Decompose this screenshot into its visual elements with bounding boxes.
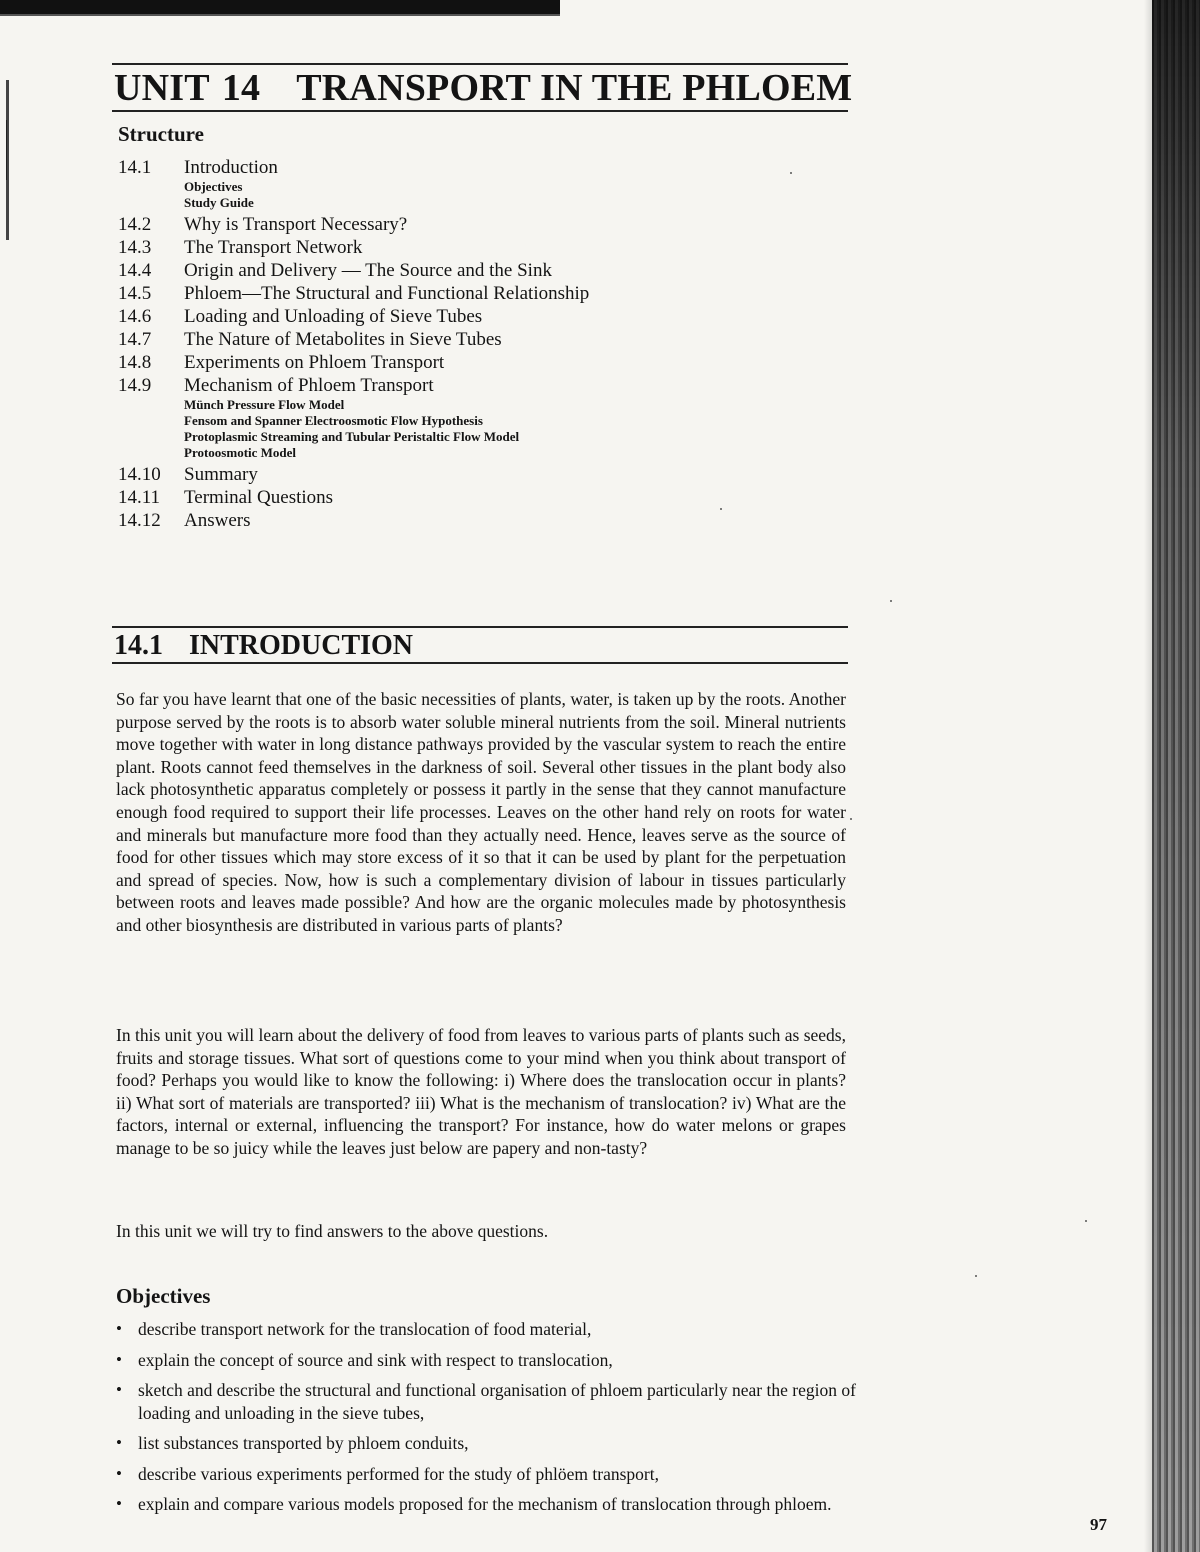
- scan-speck: [720, 508, 722, 510]
- toc-item: [118, 328, 818, 351]
- toc-item: [118, 213, 818, 236]
- toc-item-number: 14.10: [118, 464, 161, 485]
- toc-item-number: 14.1: [118, 157, 152, 178]
- objective-item: [116, 1318, 856, 1341]
- toc-item-number: 14.6: [118, 306, 152, 327]
- page-number: 97: [1090, 1515, 1107, 1534]
- toc-item-number: 14.8: [118, 352, 152, 373]
- toc-subitem: Study Guide: [184, 195, 254, 210]
- toc-item-number: 14.2: [118, 214, 152, 235]
- objectives-heading: Objectives: [116, 1284, 211, 1308]
- objective-text: explain and compare various models proposed for the mechanism of translocation through phloem.: [138, 1494, 832, 1514]
- toc-item: [118, 351, 818, 374]
- unit-title: [114, 66, 852, 110]
- scan-top-bar-thin: [0, 14, 560, 16]
- scan-speck: [1085, 1220, 1087, 1222]
- objective-text: explain the concept of source and sink with respect to translocation,: [138, 1349, 613, 1370]
- toc-item-title: Summary: [184, 464, 258, 485]
- scan-speck: [975, 1275, 977, 1277]
- scan-top-bar: [0, 0, 560, 14]
- toc-subitem: Münch Pressure Flow Model: [184, 397, 345, 412]
- unit-title-text: TRANSPORT IN THE PHLOEM: [296, 67, 853, 109]
- toc-subitems: [184, 397, 818, 461]
- objective-item: [116, 1463, 856, 1486]
- toc-subitem: Protoosmotic Model: [184, 445, 297, 460]
- toc-item: [118, 156, 818, 179]
- unit-rule-top: [112, 63, 848, 65]
- scan-speck: [850, 818, 852, 820]
- toc-item-title: Why is Transport Necessary?: [184, 214, 408, 235]
- toc-item-title: The Nature of Metabolites in Sieve Tubes: [184, 329, 502, 350]
- toc-item: [118, 259, 818, 282]
- bullet-icon: •: [116, 1380, 122, 1399]
- toc-item-title: Answers: [184, 510, 251, 531]
- scan-speck: [890, 600, 892, 602]
- toc-subitem: Fensom and Spanner Electroosmotic Flow Hypothesis: [184, 413, 483, 428]
- bullet-icon: •: [116, 1349, 122, 1369]
- toc-item-number: 14.5: [118, 283, 152, 304]
- intro-paragraph-2: In this unit you will learn about the delivery of food from leaves to various parts of plants such as seeds, fruits and storage tissues. What sort of questions come to your mind when you think about transport of food? Perhaps you would like to know the following: i) Where does the translocation occur in plants? ii) What sort of materials are transported? iii) What is the mechanism of translocation? iv) What are the factors, internal or external, influencing the transport? For instance, how do water melons or grapes manage to be so juicy while the leaves just below are papery and non-tasty?: [116, 1025, 846, 1158]
- toc-item-number: 14.7: [118, 329, 152, 350]
- toc-item: [118, 236, 818, 259]
- toc-item-title: Terminal Questions: [184, 487, 334, 508]
- objective-text: describe transport network for the translocation of food material,: [138, 1319, 592, 1339]
- toc-subitems: [184, 179, 818, 211]
- bullet-icon: •: [116, 1494, 122, 1513]
- unit-number: 14: [221, 67, 261, 109]
- section-title: [114, 630, 413, 662]
- toc-subitem: Protoplasmic Streaming and Tubular Peristaltic Flow Model: [184, 429, 520, 444]
- objective-item: [116, 1379, 856, 1424]
- toc-item-number: 14.3: [118, 237, 152, 258]
- objective-text: list substances transported by phloem conduits,: [138, 1433, 469, 1453]
- section-title-text: INTRODUCTION: [189, 630, 414, 661]
- toc-item-title: Introduction: [184, 157, 278, 178]
- toc-item-title: Phloem—The Structural and Functional Relationship: [184, 283, 590, 304]
- toc-subitem: Objectives: [184, 179, 243, 194]
- toc-item: [118, 282, 818, 305]
- structure-heading: Structure: [118, 122, 204, 146]
- bullet-icon: •: [116, 1319, 122, 1338]
- bullet-icon: •: [116, 1433, 122, 1452]
- bullet-icon: •: [116, 1463, 122, 1483]
- scan-right-edge: [1152, 0, 1200, 1552]
- toc-item-title: Mechanism of Phloem Transport: [184, 375, 434, 396]
- objectives-list: [116, 1318, 856, 1524]
- toc-item-title: Experiments on Phloem Transport: [184, 352, 445, 373]
- objective-item: [116, 1349, 856, 1372]
- scan-speck: [790, 172, 792, 174]
- toc-item-number: 14.4: [118, 260, 152, 281]
- unit-label: UNIT: [114, 67, 210, 109]
- toc-item: [118, 486, 818, 509]
- objective-item: [116, 1432, 856, 1455]
- toc-item-title: The Transport Network: [184, 237, 363, 258]
- toc-item: [118, 463, 818, 486]
- toc-item-number: 14.11: [118, 487, 161, 508]
- intro-paragraph-1: So far you have learnt that one of the basic necessities of plants, water, is taken up by the roots. Another purpose served by the roots is to absorb water soluble mineral nutrients from the soil. Mineral nutrients move together with water in long distance pathways provided by the vascular system to reach the entire plant. Roots cannot feed themselves in the darkness of soil. Several other tissues in the plant body also lack photosynthetic apparatus completely or possess it partly in the sense that they cannot manufacture enough food required to support their life processes. Leaves on the other hand rely on roots for water and minerals but manufacture more food than they actually need. Hence, leaves serve as the source of food for other tissues which may store excess of it so that it can be used by plant for the perpetuation and spread of species. Now, how is such a complementary division of labour in tissues particularly between roots and leaves made possible? And how are the organic molecules made by photosynthesis and other biosynthesis are distributed in various parts of plants?: [116, 689, 846, 935]
- objective-item: [116, 1493, 856, 1516]
- toc-item-title: Origin and Delivery — The Source and the Sink: [184, 260, 552, 281]
- toc-item: [118, 305, 818, 328]
- scan-left-mark-thin: [6, 120, 7, 180]
- objective-text: describe various experiments performed for the study of phlöem transport,: [138, 1463, 659, 1484]
- section-rule-bottom: [112, 662, 848, 664]
- section-number: 14.1: [114, 630, 163, 661]
- unit-rule-bottom: [112, 110, 848, 112]
- toc-item-number: 14.9: [118, 375, 152, 396]
- objective-text: sketch and describe the structural and functional organisation of phloem particularly near the region of loading and unloading in the sieve tubes,: [138, 1380, 856, 1423]
- toc-item: [118, 509, 818, 532]
- intro-paragraph-3: In this unit we will try to find answers to the above questions.: [116, 1221, 549, 1241]
- structure-toc: [118, 156, 818, 532]
- toc-item-number: 14.12: [118, 510, 161, 531]
- toc-item: [118, 374, 818, 397]
- section-rule-top: [112, 626, 848, 628]
- toc-item-title: Loading and Unloading of Sieve Tubes: [184, 306, 483, 327]
